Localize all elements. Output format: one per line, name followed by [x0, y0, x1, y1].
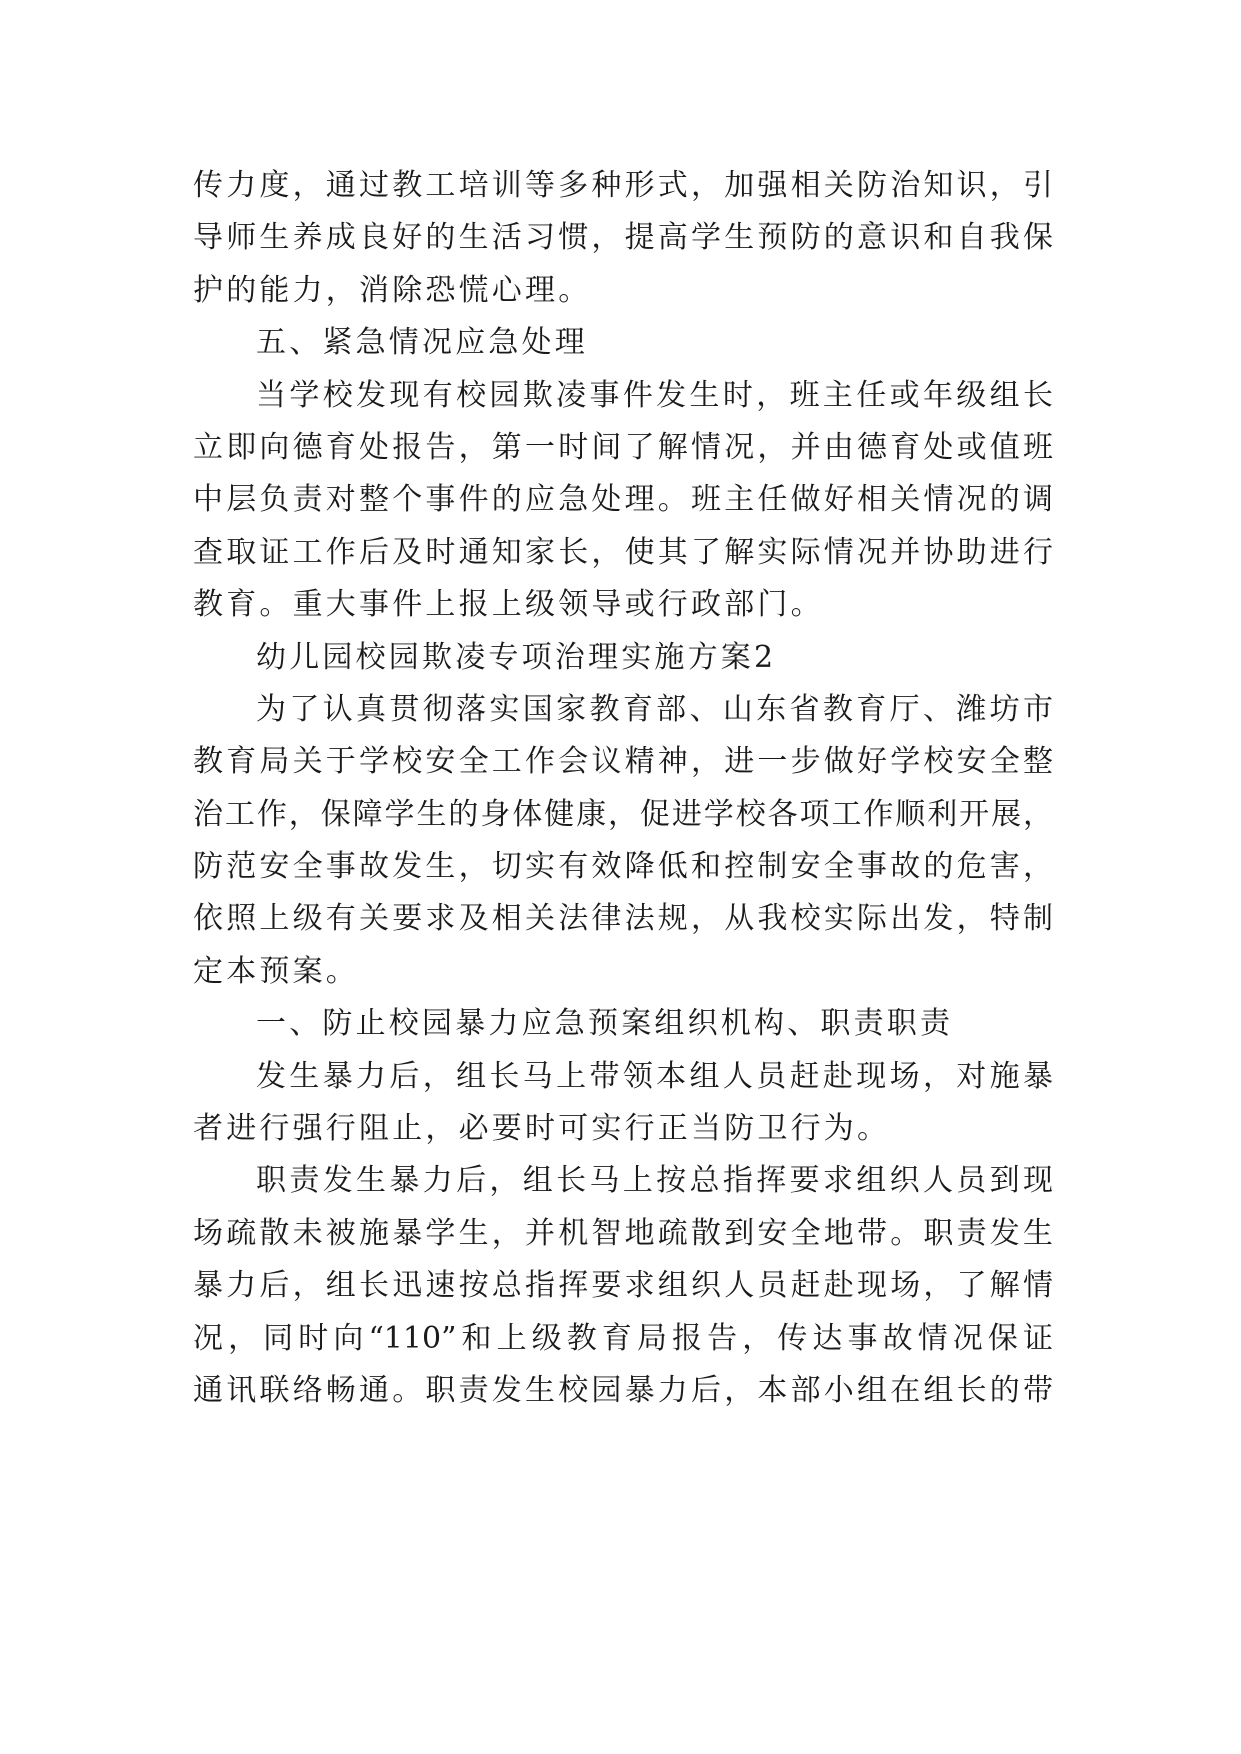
text-line: 防范安全事故发生，切实有效降低和控制安全事故的危害， — [193, 849, 1053, 885]
body-text — [193, 160, 1053, 1417]
text-line: 立即向德育处报告，第一时间了解情况，并由德育处或值班 — [193, 429, 1053, 465]
section-heading: 一、防止校园暴力应急预案组织机构、职责职责 — [256, 1006, 954, 1042]
text-line: 定本预案。 — [193, 953, 359, 989]
section-heading: 五、紧急情况应急处理 — [256, 325, 588, 361]
text-line: 暴力后，组长迅速按总指挥要求组织人员赶赴现场，了解情 — [193, 1268, 1053, 1304]
text-line: 教育局关于学校安全工作会议精神，进一步做好学校安全整 — [193, 744, 1053, 780]
text-line: 导师生养成良好的生活习惯，提高学生预防的意识和自我保 — [193, 220, 1053, 256]
text-line: 当学校发现有校园欺凌事件发生时，班主任或年级组长 — [256, 377, 1053, 413]
document-title: 幼儿园校园欺凌专项治理实施方案2 — [256, 639, 777, 675]
text-line: 场疏散未被施暴学生，并机智地疏散到安全地带。职责发生 — [193, 1215, 1053, 1251]
text-line: 通讯联络畅通。职责发生校园暴力后，本部小组在组长的带 — [193, 1372, 1053, 1408]
text-line: 者进行强行阻止，必要时可实行正当防卫行为。 — [193, 1111, 891, 1147]
text-line: 传力度，通过教工培训等多种形式，加强相关防治知识，引 — [193, 168, 1053, 203]
text-line: 况，同时向“110”和上级教育局报告，传达事故情况保证 — [193, 1320, 1053, 1356]
text-line: 查取证工作后及时通知家长，使其了解实际情况并协助进行 — [193, 534, 1053, 570]
text-line: 发生暴力后，组长马上带领本组人员赶赴现场，对施暴 — [256, 1058, 1053, 1094]
text-line: 治工作，保障学生的身体健康，促进学校各项工作顺利开展， — [193, 796, 1053, 832]
text-line: 职责发生暴力后，组长马上按总指挥要求组织人员到现 — [256, 1163, 1053, 1199]
text-line: 为了认真贯彻落实国家教育部、山东省教育厅、潍坊市 — [256, 691, 1053, 727]
text-line: 教育。重大事件上报上级领导或行政部门。 — [193, 587, 824, 623]
text-line: 中层负责对整个事件的应急处理。班主任做好相关情况的调 — [193, 482, 1053, 518]
text-line: 依照上级有关要求及相关法律法规，从我校实际出发，特制 — [193, 901, 1053, 937]
text-line: 护的能力，消除恐慌心理。 — [193, 272, 592, 308]
